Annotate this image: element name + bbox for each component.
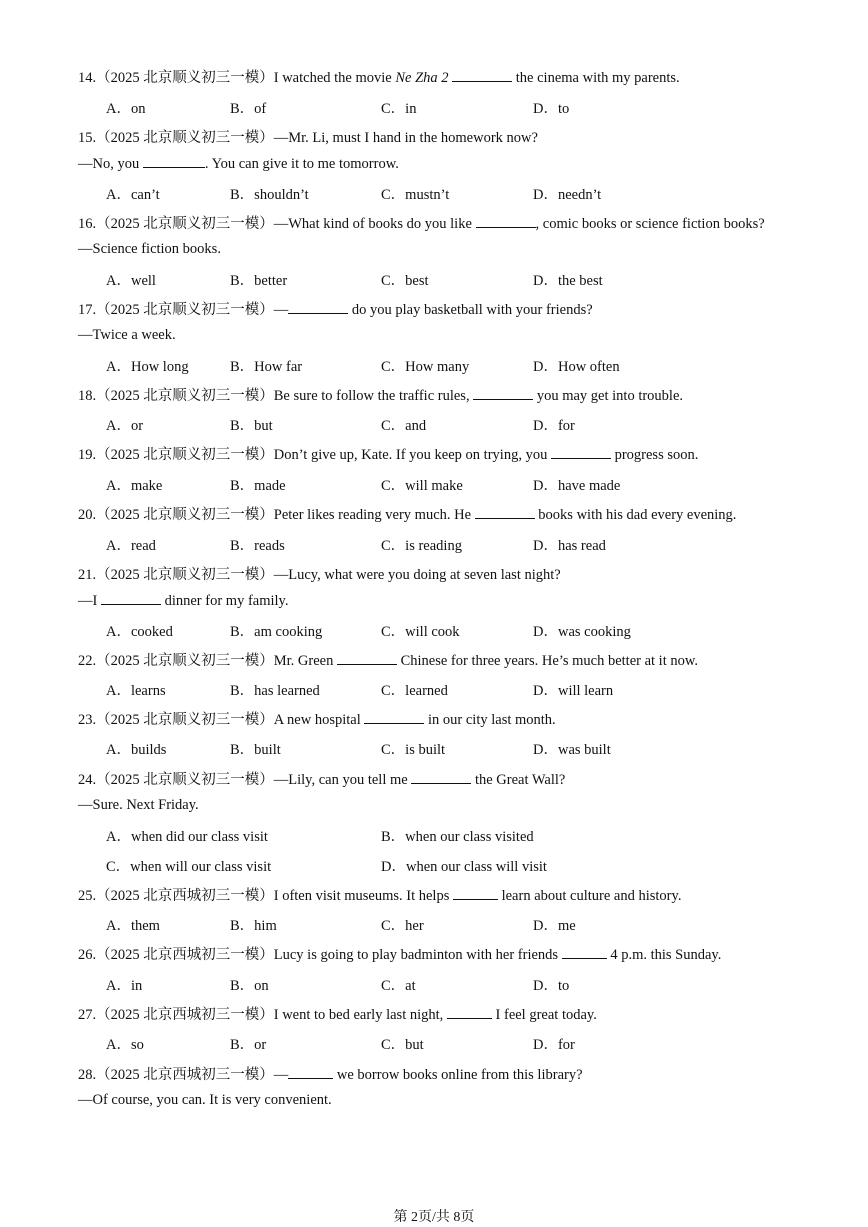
question-source: （2025 北京西城初三一模）	[96, 1067, 274, 1083]
answer-blank	[476, 215, 536, 228]
question-source: （2025 北京顺义初三一模）	[96, 653, 274, 669]
question-text: the Great Wall?	[471, 772, 566, 788]
question-stem	[78, 768, 565, 789]
page-footer: 第 2页/共 8页	[393, 1210, 475, 1225]
dialogue-line	[78, 241, 221, 258]
question-text: , comic books or science fiction books?	[535, 216, 765, 232]
answer-option: C．when will our class visit	[106, 859, 272, 875]
answer-option: B．but	[230, 418, 273, 434]
question-text: the cinema with my parents.	[512, 70, 680, 86]
answer-option: C．learned	[381, 683, 448, 699]
answer-option: C．is reading	[381, 538, 462, 554]
answer-option: B．made	[230, 478, 286, 494]
answer-option: B．built	[230, 742, 281, 758]
question-text: Don’t give up, Kate. If you keep on trying, you	[273, 447, 551, 463]
question-number: 21.	[78, 567, 97, 583]
answer-option: A．in	[106, 978, 143, 994]
question-stem	[78, 384, 683, 405]
answer-option: A．them	[106, 918, 160, 934]
question-text: Lucy is going to play badminton with her friends	[273, 947, 562, 963]
question-number: 23.	[78, 712, 97, 728]
answer-option: B．when our class visited	[381, 829, 534, 845]
question-source: （2025 北京顺义初三一模）	[96, 567, 274, 583]
answer-option: A．when did our class visit	[106, 829, 268, 845]
question-source: （2025 北京顺义初三一模）	[96, 130, 274, 146]
answer-option: D．will learn	[533, 683, 614, 699]
answer-option: D．me	[533, 918, 576, 934]
dialogue-line	[78, 1092, 332, 1109]
question-text: in our city last month.	[424, 712, 556, 728]
question-source: （2025 北京顺义初三一模）	[96, 70, 274, 86]
question-number: 18.	[78, 388, 97, 404]
question-source: （2025 北京顺义初三一模）	[96, 302, 274, 318]
question-number: 19.	[78, 447, 97, 463]
answer-blank	[475, 506, 535, 519]
question-number: 24.	[78, 772, 97, 788]
answer-option: B．shouldn’t	[230, 187, 309, 203]
question-number: 26.	[78, 947, 97, 963]
dialogue-line	[78, 797, 199, 814]
answer-option: A．make	[106, 478, 163, 494]
answer-option: D．needn’t	[533, 187, 602, 203]
question-number: 16.	[78, 216, 97, 232]
question-text: I watched the movie	[273, 70, 396, 86]
answer-option: C．will make	[381, 478, 463, 494]
question-text: —Of course, you can. It is very convenient.	[78, 1092, 332, 1108]
question-number: 25.	[78, 888, 97, 904]
answer-option: A．learns	[106, 683, 166, 699]
answer-option: D．has read	[533, 538, 606, 554]
answer-option: A．builds	[106, 742, 167, 758]
answer-option: A．so	[106, 1037, 144, 1053]
answer-option: C．will cook	[381, 624, 460, 640]
question-text: . You can give it to me tomorrow.	[204, 156, 399, 172]
answer-option: D．when our class will visit	[381, 859, 547, 875]
answer-blank	[453, 887, 498, 900]
answer-blank	[364, 711, 424, 724]
question-text: —I	[78, 593, 101, 609]
question-text: I went to bed early last night,	[273, 1007, 447, 1023]
answer-option: C．at	[381, 978, 416, 994]
answer-option: C．her	[381, 918, 424, 934]
question-number: 17.	[78, 302, 97, 318]
question-text: —	[273, 302, 289, 318]
question-text: do you play basketball with your friends?	[348, 302, 593, 318]
answer-option: D．for	[533, 418, 575, 434]
question-text: —No, you	[78, 156, 143, 172]
question-stem	[78, 66, 680, 87]
answer-option: A．read	[106, 538, 156, 554]
answer-blank	[288, 1066, 333, 1079]
question-source: （2025 北京顺义初三一模）	[96, 712, 274, 728]
answer-blank	[337, 652, 397, 665]
question-source: （2025 北京西城初三一模）	[96, 1007, 274, 1023]
answer-blank	[551, 446, 611, 459]
question-text: books with his dad every evening.	[534, 507, 737, 523]
answer-option: D．have made	[533, 478, 621, 494]
answer-option: B．reads	[230, 538, 285, 554]
answer-option: D．How often	[533, 359, 620, 375]
answer-option: C．but	[381, 1037, 424, 1053]
question-text: Be sure to follow the traffic rules,	[273, 388, 474, 404]
question-stem	[78, 126, 538, 147]
answer-blank	[452, 69, 512, 82]
answer-option: B．or	[230, 1037, 267, 1053]
question-stem	[78, 1063, 583, 1084]
question-text: —Lily, can you tell me	[273, 772, 412, 788]
question-text: Peter likes reading very much. He	[273, 507, 475, 523]
question-source: （2025 北京顺义初三一模）	[96, 772, 274, 788]
question-text: progress soon.	[610, 447, 699, 463]
question-stem	[78, 884, 681, 905]
answer-option: A．or	[106, 418, 144, 434]
question-text: dinner for my family.	[160, 593, 289, 609]
answer-option: C．best	[381, 273, 429, 289]
question-number: 22.	[78, 653, 97, 669]
question-source: （2025 北京顺义初三一模）	[96, 507, 274, 523]
answer-blank	[101, 592, 161, 605]
question-text: Chinese for three years. He’s much better at it now.	[396, 653, 699, 669]
question-text: —What kind of books do you like	[273, 216, 476, 232]
question-text: we borrow books online from this library?	[333, 1067, 583, 1083]
question-text: A new hospital	[273, 712, 365, 728]
question-text: Mr. Green	[273, 653, 337, 669]
question-text: —	[273, 1067, 289, 1083]
answer-option: B．am cooking	[230, 624, 323, 640]
question-stem	[78, 943, 721, 964]
answer-option: A．cooked	[106, 624, 173, 640]
question-text: —Mr. Li, must I hand in the homework now?	[273, 130, 538, 146]
answer-option: D．to	[533, 978, 570, 994]
answer-option: D．for	[533, 1037, 575, 1053]
answer-option: B．of	[230, 101, 267, 117]
question-text: —Science fiction books.	[78, 241, 221, 257]
question-source: （2025 北京顺义初三一模）	[96, 388, 274, 404]
answer-option: C．mustn’t	[381, 187, 450, 203]
answer-blank	[288, 301, 348, 314]
question-number: 27.	[78, 1007, 97, 1023]
answer-option: A．well	[106, 273, 156, 289]
question-stem	[78, 649, 698, 670]
answer-blank	[143, 155, 205, 168]
question-source: （2025 北京顺义初三一模）	[96, 216, 274, 232]
italic-title: Ne Zha 2	[395, 70, 449, 86]
answer-blank	[473, 387, 533, 400]
answer-option: C．in	[381, 101, 417, 117]
question-text: learn about culture and history.	[497, 888, 682, 904]
question-stem	[78, 503, 736, 524]
answer-option: B．on	[230, 978, 269, 994]
answer-blank	[562, 946, 607, 959]
question-stem	[78, 1003, 597, 1024]
answer-option: A．can’t	[106, 187, 160, 203]
question-text: you may get into trouble.	[533, 388, 684, 404]
question-text: —Twice a week.	[78, 327, 176, 343]
question-text: I feel great today.	[491, 1007, 597, 1023]
answer-option: C．and	[381, 418, 427, 434]
answer-option: D．was built	[533, 742, 611, 758]
question-number: 15.	[78, 130, 97, 146]
answer-option: B．How far	[230, 359, 303, 375]
answer-option: A．How long	[106, 359, 189, 375]
dialogue-line	[78, 327, 176, 344]
answer-option: D．the best	[533, 273, 603, 289]
answer-option: B．him	[230, 918, 277, 934]
question-text: —Lucy, what were you doing at seven last night?	[273, 567, 561, 583]
answer-option: C．How many	[381, 359, 470, 375]
question-text: —Sure. Next Friday.	[78, 797, 199, 813]
question-number: 28.	[78, 1067, 97, 1083]
question-text: I often visit museums. It helps	[273, 888, 453, 904]
question-stem	[78, 298, 593, 319]
question-stem	[78, 708, 556, 729]
question-source: （2025 北京西城初三一模）	[96, 947, 274, 963]
dialogue-line	[78, 155, 399, 173]
question-stem	[78, 443, 698, 464]
question-number: 20.	[78, 507, 97, 523]
question-stem	[78, 212, 765, 233]
dialogue-line	[78, 592, 288, 610]
answer-option: C．is built	[381, 742, 446, 758]
question-text: 4 p.m. this Sunday.	[606, 947, 722, 963]
answer-blank	[411, 771, 471, 784]
answer-blank	[447, 1006, 492, 1019]
question-source: （2025 北京西城初三一模）	[96, 888, 274, 904]
answer-option: B．has learned	[230, 683, 320, 699]
question-number: 14.	[78, 70, 97, 86]
question-stem	[78, 563, 561, 584]
question-source: （2025 北京顺义初三一模）	[96, 447, 274, 463]
answer-option: D．to	[533, 101, 570, 117]
answer-option: B．better	[230, 273, 288, 289]
answer-option: D．was cooking	[533, 624, 631, 640]
answer-option: A．on	[106, 101, 146, 117]
